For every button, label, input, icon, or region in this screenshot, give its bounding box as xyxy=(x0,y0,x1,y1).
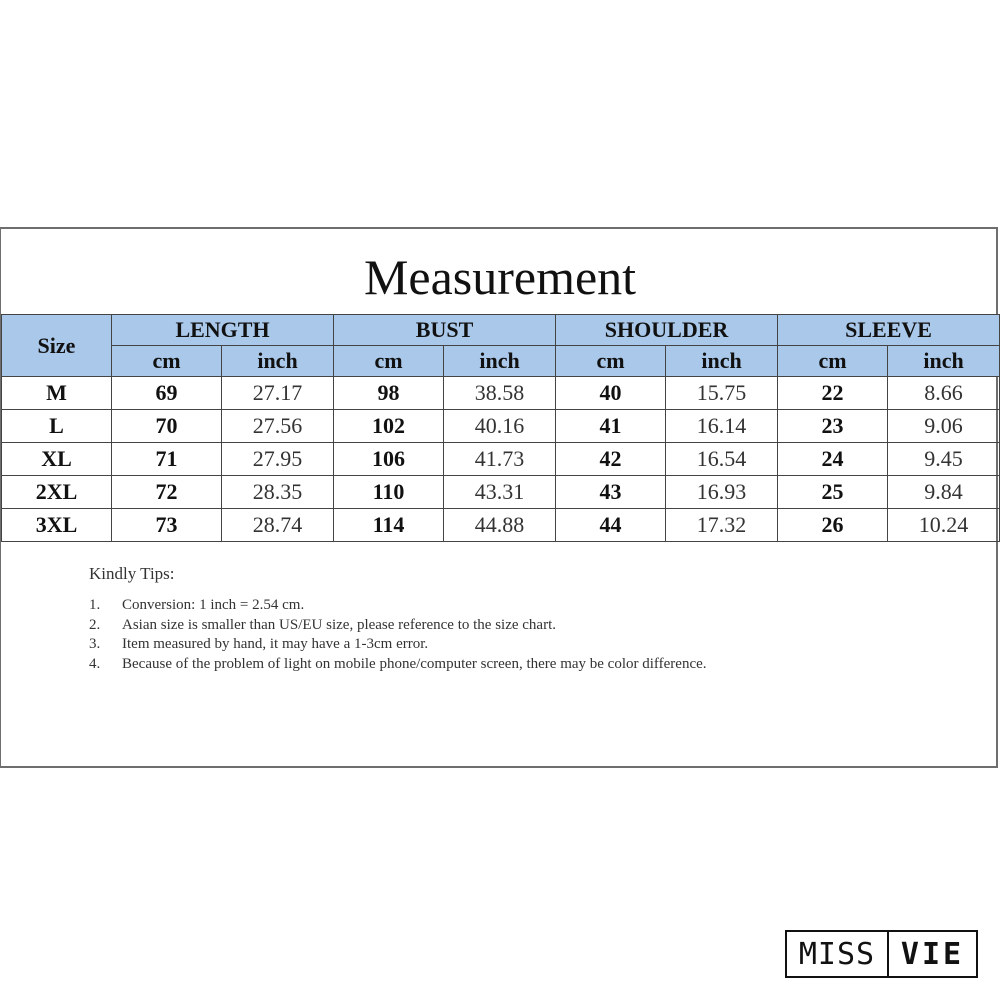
unit-header: cm xyxy=(112,346,222,377)
size-cell: 3XL xyxy=(2,509,112,542)
tips-section xyxy=(89,564,909,674)
tip-text: Asian size is smaller than US/EU size, please reference to the size chart. xyxy=(122,616,556,633)
tip-item xyxy=(89,616,909,636)
unit-header: inch xyxy=(444,346,556,377)
unit-header: inch xyxy=(222,346,334,377)
tips-list xyxy=(89,596,909,674)
size-cell: 2XL xyxy=(2,476,112,509)
table-unit-header-row xyxy=(2,346,1000,377)
shoulder-cm-cell: 44 xyxy=(556,509,666,542)
bust-inch-cell: 43.31 xyxy=(444,476,556,509)
brand-logo-right-text: VIE xyxy=(900,936,965,972)
tip-number: 3. xyxy=(89,636,101,652)
shoulder-inch-cell: 17.32 xyxy=(666,509,778,542)
bust-cm-cell: 110 xyxy=(334,476,444,509)
sleeve-inch-cell: 8.66 xyxy=(888,377,1000,410)
tip-item xyxy=(89,635,909,655)
table-row xyxy=(2,410,1000,443)
group-header-shoulder: SHOULDER xyxy=(556,315,778,346)
table-row xyxy=(2,476,1000,509)
shoulder-cm-cell: 42 xyxy=(556,443,666,476)
unit-header: cm xyxy=(334,346,444,377)
bust-cm-cell: 114 xyxy=(334,509,444,542)
unit-header: cm xyxy=(778,346,888,377)
shoulder-inch-cell: 16.54 xyxy=(666,443,778,476)
tips-title: Kindly Tips: xyxy=(89,564,175,583)
page-title: Measurement xyxy=(363,249,637,305)
group-header-bust: BUST xyxy=(334,315,556,346)
tip-text: Because of the problem of light on mobile phone/computer screen, there may be color difference. xyxy=(122,655,707,672)
length-inch-cell: 28.74 xyxy=(222,509,334,542)
bust-cm-cell: 102 xyxy=(334,410,444,443)
sleeve-cm-cell: 24 xyxy=(778,443,888,476)
size-cell: M xyxy=(2,377,112,410)
sleeve-cm-cell: 25 xyxy=(778,476,888,509)
bust-cm-cell: 98 xyxy=(334,377,444,410)
size-chart-frame xyxy=(0,227,998,768)
size-table xyxy=(1,314,1000,542)
table-row xyxy=(2,377,1000,410)
length-cm-cell: 69 xyxy=(112,377,222,410)
size-cell: L xyxy=(2,410,112,443)
bust-inch-cell: 40.16 xyxy=(444,410,556,443)
sleeve-cm-cell: 22 xyxy=(778,377,888,410)
group-header-length: LENGTH xyxy=(112,315,334,346)
brand-logo-left-text: MISS xyxy=(787,932,889,976)
shoulder-cm-cell: 43 xyxy=(556,476,666,509)
tip-number: 2. xyxy=(89,616,101,633)
group-header-sleeve: SLEEVE xyxy=(778,315,1000,346)
tip-item xyxy=(89,655,909,675)
bust-cm-cell: 106 xyxy=(334,443,444,476)
table-row xyxy=(2,509,1000,542)
sleeve-inch-cell: 10.24 xyxy=(888,509,1000,542)
length-inch-cell: 28.35 xyxy=(222,476,334,509)
shoulder-inch-cell: 16.93 xyxy=(666,476,778,509)
unit-header: inch xyxy=(888,346,1000,377)
size-cell: XL xyxy=(2,443,112,476)
shoulder-cm-cell: 41 xyxy=(556,410,666,443)
sleeve-cm-cell: 23 xyxy=(778,410,888,443)
tip-number: 1. xyxy=(89,597,101,613)
brand-logo xyxy=(785,930,978,978)
table-group-header-row xyxy=(2,315,1000,346)
sleeve-inch-cell: 9.45 xyxy=(888,443,1000,476)
length-inch-cell: 27.56 xyxy=(222,410,334,443)
tip-text: Item measured by hand, it may have a 1-3cm error. xyxy=(122,636,429,652)
length-cm-cell: 71 xyxy=(112,443,222,476)
tip-text: Conversion: 1 inch = 2.54 cm. xyxy=(122,597,305,613)
sleeve-cm-cell: 26 xyxy=(778,509,888,542)
sleeve-inch-cell: 9.06 xyxy=(888,410,1000,443)
unit-header: cm xyxy=(556,346,666,377)
shoulder-cm-cell: 40 xyxy=(556,377,666,410)
length-cm-cell: 70 xyxy=(112,410,222,443)
bust-inch-cell: 41.73 xyxy=(444,443,556,476)
shoulder-inch-cell: 15.75 xyxy=(666,377,778,410)
shoulder-inch-cell: 16.14 xyxy=(666,410,778,443)
table-row xyxy=(2,443,1000,476)
length-inch-cell: 27.17 xyxy=(222,377,334,410)
length-cm-cell: 73 xyxy=(112,509,222,542)
bust-inch-cell: 44.88 xyxy=(444,509,556,542)
size-column-header: Size xyxy=(2,315,112,377)
length-cm-cell: 72 xyxy=(112,476,222,509)
sleeve-inch-cell: 9.84 xyxy=(888,476,1000,509)
unit-header: inch xyxy=(666,346,778,377)
length-inch-cell: 27.95 xyxy=(222,443,334,476)
tip-number: 4. xyxy=(89,655,101,672)
tip-item xyxy=(89,596,909,616)
bust-inch-cell: 38.58 xyxy=(444,377,556,410)
